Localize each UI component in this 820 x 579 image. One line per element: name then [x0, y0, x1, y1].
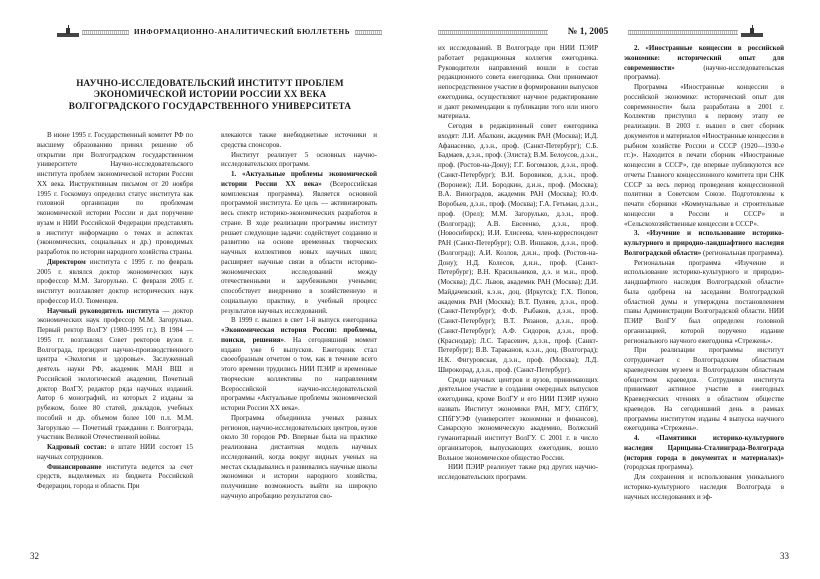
paragraph-text: института с 1995 г. по февраль 2005 г. являлся доктор экономических наук профессор М.М. Загорулько. С февраля 2005 г. институт возглавляет доктор исторических наук профессор И.О. Тюменцев.: [37, 257, 193, 305]
paragraph: Институт реализует 5 основных научно-исследовательских программ.: [221, 150, 377, 169]
issue-number: № 1, 2005: [567, 27, 609, 37]
running-header: [57, 25, 382, 39]
paragraph: [624, 44, 784, 83]
program-title: 3. «Изучение и использование историко-культурного и природно-ландшафтного наследия Волгоградской области»: [624, 229, 784, 257]
text-column: [438, 44, 598, 483]
page-number: 32: [30, 551, 39, 561]
header-rule: [355, 30, 382, 35]
paragraph: [624, 229, 784, 258]
paragraph: Программа объединила ученых разных регионов, научно-исследовательских центров, вузов около 30 городов РФ. Впервые была на практике реализована дистантная модель научных исследований, когда вокруг видных ученых на местах складывались и развивались научные школы экономики и истории народного хозяйства, получившие возможность выйти на широкую научную апробацию результатов сво-: [221, 413, 377, 500]
paragraph: [37, 463, 193, 492]
text-column: [221, 131, 377, 502]
program-title: 4. «Памятники историко-культурного наследия Царицына-Сталинграда-Волгограда (история города в документах и материалах)»: [624, 434, 784, 462]
term-bold: Кадровый состав:: [47, 443, 107, 451]
term-bold: Научный руководитель института: [47, 306, 160, 315]
paragraph-text: В 1999 г. вышел в свет 1-й выпуск ежегодника: [231, 316, 377, 325]
paragraph: их исследований. В Волгограде при НИИ ПЭИР работает редакционная коллегия ежегодника. Руководители направлений вошли в состав редакционного совета ежегодника. Они принимают непосредственное участие в формировании выпусков ежегодника, осуществляют научное редактирование и дают рекомендации к публикации того или иного материала.: [438, 44, 599, 121]
yearbook-title: «Экономическая история России: проблемы, поиски, решения»: [221, 326, 377, 344]
kremlin-logo-icon: [741, 26, 763, 38]
header-rule: [82, 30, 129, 35]
paragraph: [221, 316, 377, 414]
paragraph: Сегодня в редакционный совет ежегодника входят: Л.И. Абалкин, академик РАН (Москва); И.Д. Афанасенко, д.э.н., проф. (Санкт-Петербург); С.Б. Бадмаев, д.э.н., проф. (Элиста); В.М. Белоусов, д.э.н., проф. (Ростов-на-Дону); Г.Г. Богомазов, д.э.н., проф. (Санкт-Петербург); В.И. Боровиков, д.э.н., проф. (Воронеж); Л.И. Бородкин, д.и.н., проф. (Москва); В.А. Виноградов, академик РАН (Москва); Ю.Ф. Воробьев, д.э.н., проф. (Москва); Г.А. Гетьман, д.э.н., проф. (Орел); М.М. Загорулько, д.э.н., проф. (Волгоград); А.В. Евсеенко, д.э.н., проф. (Новосибирск); И.И. Елисеева, член-корреспондент РАН (Санкт-Петербург); О.В. Иншаков, д.э.н., проф. (Волгоград); А.И. Козлов, д.и.н., проф. (Ростов-на-Дону); Н.Д. Колесов, д.и.н., проф. (Санкт-Петербург); В.Н. Красильников, д.э. и м.н., проф. (Москва); Д.С. Львов, академик РАН (Москва); Д.И. Майдачевский, к.э.н., доц. (Иркутск); Г.Х. Попов, академик РАН (Москва); В.Т. Пуляев, д.э.н., проф. (Санкт-Петербург); Ф.Ф. Рыбаков, д.э.н., проф. (Санкт-Петербург); В.Т. Рязанов, д.э.н., проф. (Санкт-Петербург); А.Ф. Сидоров, д.э.н., проф. (Краснодар); Л.С. Тарасевич, д.э.н., проф. (Санкт-Петербург); В.В. Тараканов, к.э.н., доц. (Волгоград); Н.К. Фигуровская, д.э.н., проф. (Москва); Л.Д. Широкорад, д.э.н., проф. (Санкт-Петербург).: [438, 122, 598, 374]
term-bold: Финансирование: [47, 462, 102, 471]
header-rule: [628, 30, 738, 35]
article-title: [40, 78, 380, 112]
paragraph: Программа «Иностранные концессии в российской экономике: исторический опыт для современности» была разработана в 2001 г. Коллектив приступил к первому этапу ее реализации. В 2003 г. вышел в свет сборник документов и материалов «Иностранные концессии в рыбном хозяйстве России и СССР (1920—1930-е гг.)». Находится в печати сборник «Иностранные концессии в СССР», где впервые публикуются все отчеты Главного концессионного комитета при СНК СССР за весь период проведения концессионной политики в Советском Союзе. Подготовлены к печати сборники «Коммунальные и строительные концессии в России и СССР» и «Сельскохозяйственные концессии в СССР».: [624, 83, 784, 228]
article-title-line: ЭКОНОМИЧЕСКОЙ ИСТОРИИ РОССИИ XX ВЕКА: [93, 89, 327, 100]
program-title: 1. «Актуальные проблемы экономической истории России XX века»: [221, 170, 377, 188]
paragraph-text: — доктор экономических наук профессор М.М. Загорулько. Первый ректор ВолГУ (1980-1995 гг.). В 1984 — 1995 гг. возглавлял Совет ректоров вузов г. Волгограда, президент научно-производственного центра «Экология и здоровье». Заслуженный деятель науки РФ, академик МАН ВШ и Российской экологической академии, Почетный доктор ВолГУ, редактор ряда научных изданий. Автор 6 монографий, из которых 2 изданы за рубежом, более 80 статей, докладов, учебных пособий и др. объемом более 100 п.л. М.М. Загорулько — Почетный гражданин г. Волгограда, участник Великой Отечественной войны.: [37, 306, 193, 442]
page-number: 33: [780, 551, 789, 561]
paragraph-text: в штате НИИ состоят 15 научных сотрудников.: [37, 443, 193, 461]
bulletin-title: ИНФОРМАЦИОННО-АНАЛИТИЧЕСКИЙ БЮЛЛЕТЕНЬ: [134, 28, 351, 36]
paragraph-text: института ведется за счет средств, выделяемых из бюджета Российской Федерации, города и области. При: [37, 462, 193, 490]
paragraph: [221, 170, 377, 316]
paragraph: НИИ ПЭИР реализует также ряд других научно-исследовательских программ.: [438, 463, 598, 481]
header-rule: [438, 30, 548, 35]
article-title-line: ВОЛГОГРАДСКОГО ГОСУДАРСТВЕННОГО УНИВЕРСИТЕТА: [68, 100, 352, 111]
right-page: [410, 0, 820, 579]
text-column: [624, 44, 784, 502]
paragraph: При реализации программы институт сотрудничает с Волгоградским областным краеведческим музеем и Волгоградским областным обществом краеведов. Сотрудники института принимают активное участие в ежегодных Краеведческих чтениях в областном обществе краеведов. На сегодняшний день в рамках программы институтом изданы 4 выпуска научного ежегодника «Стрежень».: [624, 346, 784, 433]
paragraph-text: (Всероссийская комплексная программа). Является основной программой института. Ее цель — активизировать весь спектр историко-экономических разработок в стране. В ходе реализации программы институт решает следующие задачи: содействует созданию и развитию на основе временных творческих научных коллективов новых научных школ; расширяет научные связи в области историко-экономических исследований между отечественными и зарубежными учеными; способствует внедрению в хозяйственную и социальную практику, в учебный процесс результатов научных исследований.: [221, 179, 377, 315]
paragraph: В июне 1995 г. Государственный комитет РФ по высшему образованию принял решение об открытии при Волгоградском государственном университете Научно-исследовательского института проблем экономической истории России XX века. Инструктивным письмом от 20 ноября 1995 г. Госкомвуз определил статус института как головной организации по проблемам экономической истории России и дал поручение вузам и НИИ Российской Федерации представлять в институт информацию о темах и аспектах (экономических, социальных и др.) проводимых разработок по истории народного хозяйства страны.: [37, 131, 193, 256]
text-column: [37, 131, 193, 492]
term-bold: Директором: [47, 257, 86, 266]
paragraph-text: (научно-исследовательская программа).: [624, 63, 784, 82]
paragraph: Региональная программа «Изучение и использование историко-культурного и природно-ландшафтного наследия Волгоградской области» была одобрена на заседании Волгоградской областной думы и утверждена постановлением главы Администрации Волгоградской области. НИИ ПЭИР ВолГУ был определен головной организацией, которой поручено издание регионального научного ежегодника «Стрежень».: [624, 258, 784, 345]
running-header: [438, 25, 763, 39]
paragraph-text: . На сегодняшний момент издано уже 6 выпусков. Ежегодник стал своеобразным отчетом о том, как в течение всего этого времени трудились НИИ ПЭИР и временные творческие коллективы по направлениям Всероссийской научно-исследовательской программы «Актуальные проблемы экономической истории России XX века».: [221, 335, 377, 412]
paragraph: Для сохранения и использования уникального историко-культурного наследия Волгограда в научных исследованиях и эф-: [624, 473, 784, 501]
program-title: 2. «Иностранные концессии в российской экономике: исторический опыт для современности»: [624, 44, 784, 72]
paragraph: [37, 307, 193, 444]
article-title-line: НАУЧНО-ИССЛЕДОВАТЕЛЬСКИЙ ИНСТИТУТ ПРОБЛЕМ: [76, 78, 344, 88]
paragraph: [37, 258, 193, 307]
kremlin-logo-icon: [57, 26, 79, 38]
paragraph: Среди научных центров и вузов, принимающих деятельное участие в создании очередных выпусков ежегодника, кроме ВолГУ и его НИИ ПЭИР нужно назвать Институт экономики РАН, МГУ, СПбГУ, СПбГУЭФ (университет экономики и финансов), Самарскую экономическую академию, Волжский гуманитарный институт ВолГУ. С 2001 г. в число организаторов, выпускающих ежегодник, вошло Вольное экономическое общество России.: [438, 375, 598, 462]
paragraph: [37, 443, 193, 463]
paragraph-text: (городская программа).: [624, 463, 694, 472]
paragraph: влекаются также внебюджетные источники и средства спонсоров.: [221, 131, 377, 149]
paragraph-text: (региональная программа).: [701, 248, 784, 257]
paragraph: [624, 434, 784, 473]
